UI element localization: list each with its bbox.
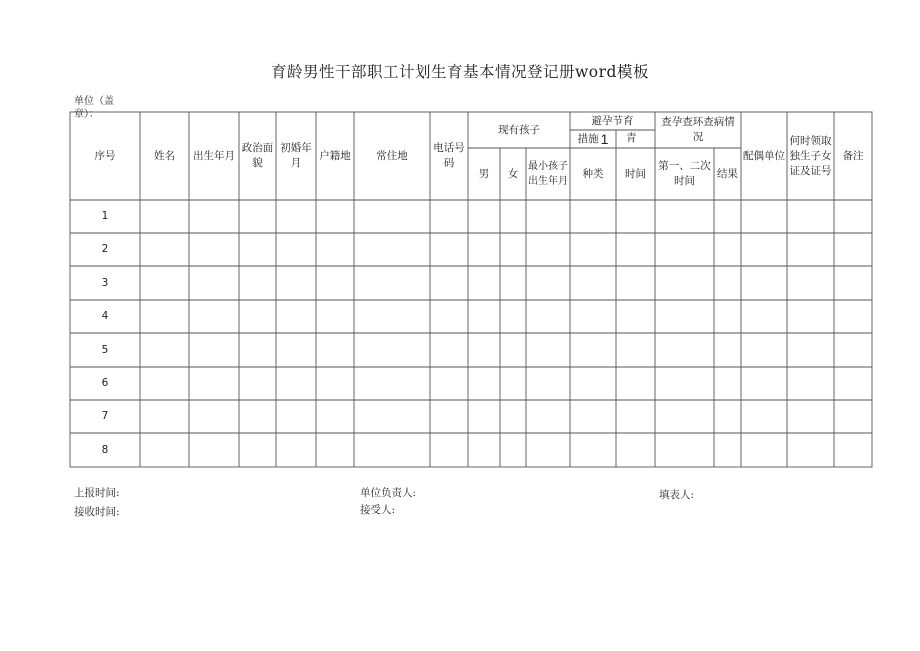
header-seq: 序号 xyxy=(94,149,116,162)
row-number: 5 xyxy=(101,343,109,356)
header-youngest-birth: 最小孩子出生年月 xyxy=(528,161,568,187)
header-spouse-unit: 配偶单位 xyxy=(743,149,785,162)
header-contraception: 避孕节育 xyxy=(591,114,634,127)
receive-time-label: 接收时间: xyxy=(74,506,120,518)
measures-number: 1 xyxy=(600,130,609,147)
row-number: 3 xyxy=(101,276,109,289)
header-time: 时间 xyxy=(625,167,646,180)
unit-head-label: 单位负责人: xyxy=(360,487,417,499)
page-title: 育龄男性干部职工计划生育基本情况登记册word模板 xyxy=(271,63,649,81)
header-exam: 查孕查环查病情况 xyxy=(661,116,735,143)
row-number: 4 xyxy=(101,310,109,322)
header-hukou: 户籍地 xyxy=(319,149,351,162)
header-phone: 电话号码 xyxy=(433,142,465,169)
row-number: 2 xyxy=(101,243,109,255)
header-children: 现有孩子 xyxy=(498,123,540,136)
header-residence: 常住地 xyxy=(376,149,408,162)
header-girls: 女 xyxy=(507,167,519,180)
row-number: 8 xyxy=(101,443,109,456)
report-time-label: 上报时间: xyxy=(74,487,120,499)
header-measures-suffix: 青 xyxy=(626,131,637,144)
row-number: 1 xyxy=(101,210,109,222)
header-measures xyxy=(570,130,616,148)
row-number: 6 xyxy=(101,377,109,389)
header-type: 种类 xyxy=(582,167,604,180)
header-result: 结果 xyxy=(717,167,738,180)
header-birth: 出生年月 xyxy=(193,149,235,162)
header-boys: 男 xyxy=(478,167,490,180)
filler-label: 填表人: xyxy=(659,489,695,501)
header-exam-times: 第一、二次时间 xyxy=(658,160,711,187)
header-political: 政治面貌 xyxy=(241,142,274,169)
unit-seal-label: 单位（盖章）： xyxy=(74,96,114,120)
header-remarks: 备注 xyxy=(842,149,864,162)
receiver-label: 接受人: xyxy=(360,504,396,516)
header-marriage: 初婚年月 xyxy=(280,142,312,169)
row-number: 7 xyxy=(101,410,109,422)
measures-label: 措施 xyxy=(577,132,599,145)
header-certificate: 何时领取独生子女证及证号 xyxy=(789,134,832,177)
header-name: 姓名 xyxy=(154,149,175,162)
